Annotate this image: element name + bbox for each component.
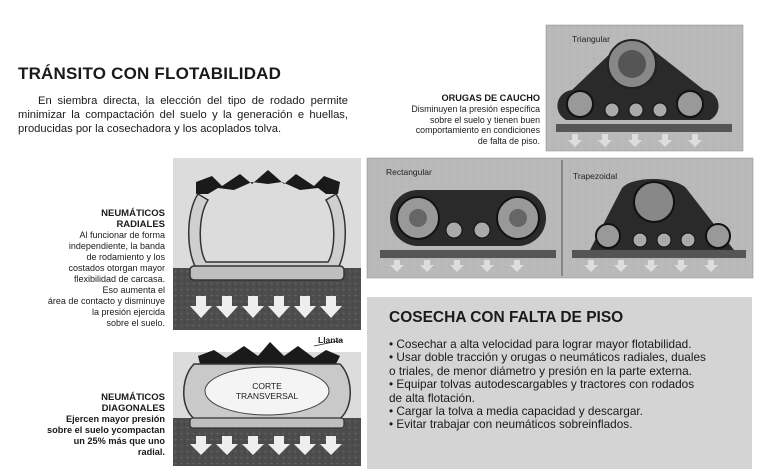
cross-section-line2: TRANSVERSAL — [235, 391, 299, 401]
radial-line: independiente, la banda — [68, 241, 165, 251]
list-item: o triales, de menor diámetro y presión en la parte externa. — [389, 363, 692, 378]
rectangular-label: Rectangular — [386, 167, 432, 177]
radial-tire-illustration — [173, 158, 361, 330]
page-title: TRÁNSITO CON FLOTABILIDAD — [18, 64, 282, 83]
radial-heading-1: NEUMÁTICOS — [101, 208, 165, 219]
radial-line: costados otorgan mayor — [68, 263, 165, 273]
triangular-label: Triangular — [572, 34, 610, 44]
cross-section-line1: CORTE — [252, 381, 282, 391]
diagonal-heading-1: NEUMÁTICOS — [101, 392, 165, 403]
list-item: • Usar doble tracción y orugas o neumáticos radiales, duales — [389, 350, 706, 365]
rim-label: Llanta — [318, 335, 344, 345]
list-item: de alta flotación. — [389, 390, 475, 405]
list-item: • Cargar la tolva a media capacidad y descargar. — [389, 404, 643, 419]
radial-line: flexibilidad de carcasa. — [73, 274, 165, 284]
orugas-line: sobre el suelo y tienen buen — [429, 114, 540, 125]
diagonal-caption — [20, 392, 165, 458]
intro-paragraph: En siembra directa, la elección del tipo de rodado permite minimizar la compactación del suelo y la generación e huellas, producidas por la cosechadora y los acoplados tolva. — [18, 95, 348, 135]
cosecha-title: COSECHA CON FALTA DE PISO — [389, 309, 624, 326]
trapezoidal-label: Trapezoidal — [573, 171, 618, 181]
orugas-line: comportamiento en condiciones — [415, 125, 540, 135]
diagonal-line: sobre el suelo ycompactan — [47, 425, 165, 435]
orugas-caption — [388, 93, 540, 146]
orugas-line: Disminuyen la presión específica — [411, 104, 540, 114]
orugas-line: de falta de piso. — [477, 135, 540, 146]
radial-line: sobre el suelo. — [106, 318, 165, 328]
radial-line: Eso aumenta el — [102, 285, 165, 295]
list-item: • Evitar trabajar con neumáticos sobreinflados. — [389, 417, 633, 432]
cross-section-label — [222, 381, 312, 401]
diagonal-line: un 25% más que uno — [73, 436, 165, 446]
list-item: • Equipar tolvas autodescargables y tractores con rodados — [389, 377, 695, 392]
radial-line: de rodamiento y los — [86, 252, 165, 262]
radial-line: Al funcionar de forma — [79, 230, 165, 240]
diagonal-line: radial. — [137, 447, 165, 457]
diagonal-heading-2: DIAGONALES — [101, 403, 165, 414]
radial-line: la presión ejercida — [91, 307, 165, 317]
cosecha-list — [389, 338, 739, 432]
radial-line: área de contacto y disminuye — [47, 296, 165, 306]
radial-heading-2: RADIALES — [116, 219, 165, 230]
list-item: • Cosechar a alta velocidad para lograr mayor flotabilidad. — [389, 337, 692, 351]
diagonal-tire-illustration — [173, 340, 361, 466]
orugas-heading: ORUGAS DE CAUCHO — [441, 93, 540, 103]
radial-caption — [40, 208, 165, 329]
diagonal-line: Ejercen mayor presión — [65, 414, 165, 424]
